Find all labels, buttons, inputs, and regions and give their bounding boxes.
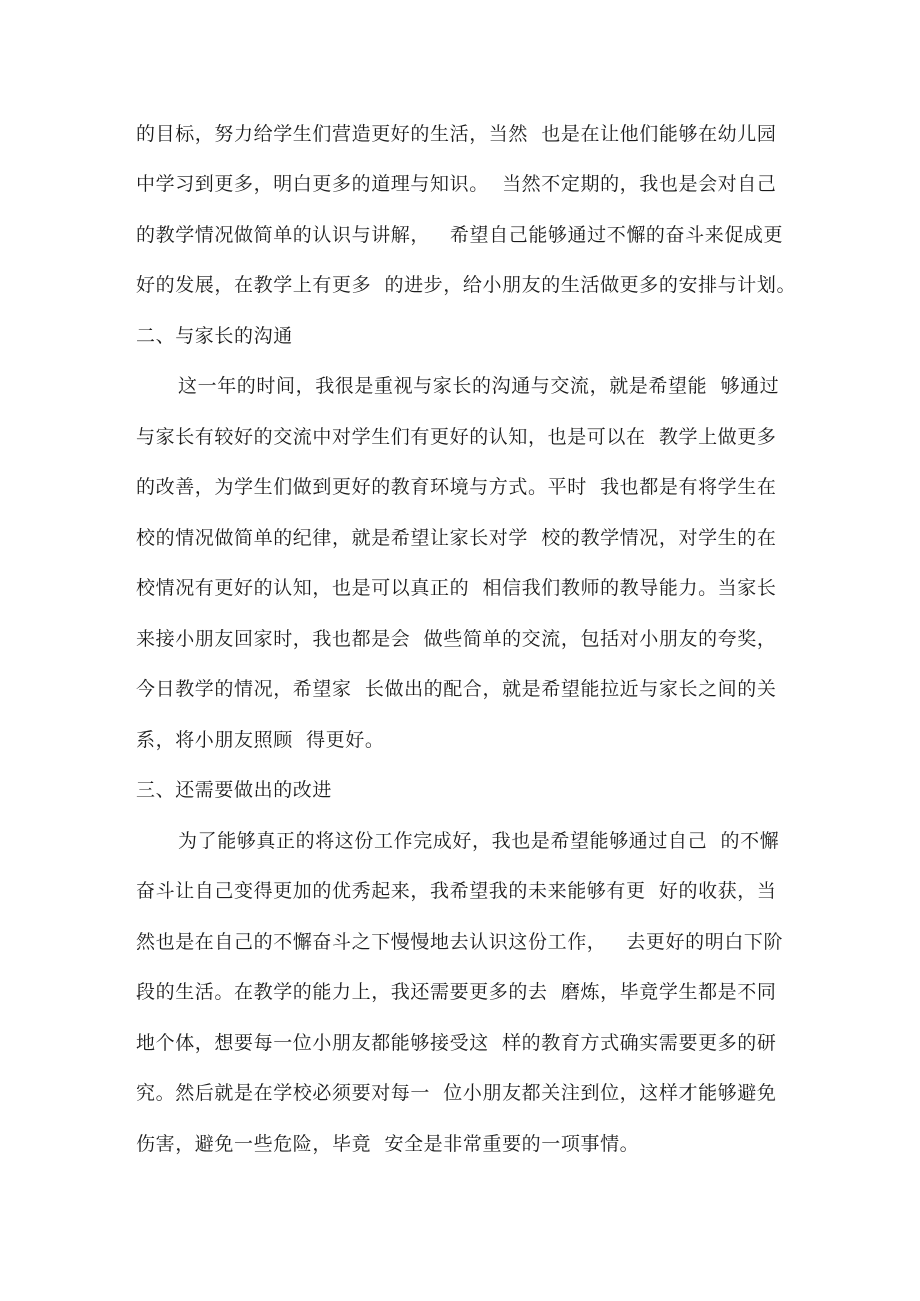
paragraph-line: 系，将小朋友照顾 得更好。 <box>136 729 385 751</box>
paragraph-line: 与家长有较好的交流中对学生们有更好的认知，也是可以在 教学上做更多 <box>136 426 777 448</box>
section-heading: 二、与家长的沟通 <box>136 325 293 347</box>
paragraph-line: 伤害，避免一些危险，毕竟 安全是非常重要的一项事情。 <box>136 1133 640 1155</box>
paragraph-line: 的教学情况做简单的认识与讲解， 希望自己能够通过不懈的奋斗来促成更 <box>136 224 784 246</box>
paragraph-line: 的改善，为学生们做到更好的教育环境与方式。平时 我也都是有将学生在 <box>136 476 777 498</box>
paragraph-line: 中学习到更多，明白更多的道理与知识。 当然不定期的，我也是会对自己 <box>136 173 777 195</box>
paragraph-line: 段的生活。在教学的能力上，我还需要更多的去 磨炼，毕竟学生都是不同 <box>136 981 777 1003</box>
paragraph-line: 然也是在自己的不懈奋斗之下慢慢地去认识这份工作， 去更好的明白下阶 <box>136 931 784 953</box>
paragraph-line: 好的发展，在教学上有更多 的进步，给小朋友的生活做更多的安排与计划。 <box>136 274 797 296</box>
paragraph-line: 校情况有更好的认知，也是可以真正的 相信我们教师的教导能力。当家长 <box>136 577 777 599</box>
paragraph-line: 地个体，想要每一位小朋友都能够接受这 样的教育方式确实需要更多的研 <box>136 1032 777 1054</box>
section-heading: 三、还需要做出的改进 <box>136 779 333 801</box>
paragraph-line: 来接小朋友回家时，我也都是会 做些简单的交流，包括对小朋友的夸奖， <box>136 628 777 650</box>
paragraph-line: 今日教学的情况，希望家 长做出的配合，就是希望能拉近与家长之间的关 <box>136 678 777 700</box>
paragraph-line: 奋斗让自己变得更加的优秀起来，我希望我的未来能够有更 好的收获，当 <box>136 880 777 902</box>
paragraph-line: 的目标，努力给学生们营造更好的生活，当然 也是在让他们能够在幼儿园 <box>136 123 777 145</box>
paragraph-line: 这一年的时间，我很是重视与家长的沟通与交流，就是希望能 够通过 <box>178 375 780 397</box>
paragraph-line: 为了能够真正的将这份工作完成好，我也是希望能够通过自己 的不懈 <box>178 830 780 852</box>
paragraph-line: 究。然后就是在学校必须要对每一 位小朋友都关注到位，这样才能够避免 <box>136 1082 777 1104</box>
paragraph-line: 校的情况做简单的纪律，就是希望让家长对学 校的教学情况，对学生的在 <box>136 527 777 549</box>
